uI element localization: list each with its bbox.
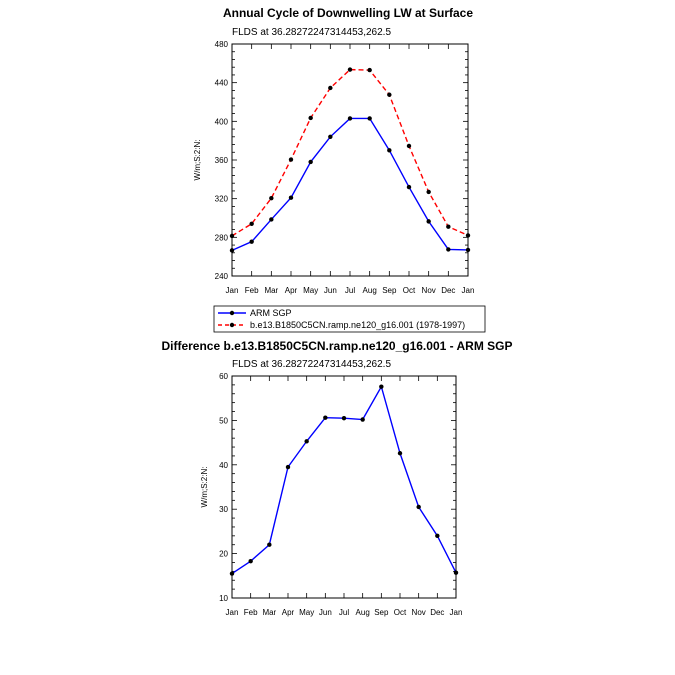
series-1-point (466, 233, 470, 237)
chart-1-subtitle: FLDS at 36.28272247314453,262.5 (232, 27, 392, 38)
y-tick-label: 280 (214, 233, 228, 243)
series-0-point (398, 451, 402, 455)
series-line-0 (232, 387, 456, 574)
series-0-point (249, 239, 253, 243)
series-0-point (446, 247, 450, 251)
x-tick-label: Oct (402, 286, 416, 295)
y-tick-label: 360 (214, 156, 228, 165)
series-1-point (328, 86, 332, 90)
x-tick-label: Oct (393, 608, 407, 617)
y-tick-label: 320 (214, 194, 228, 204)
y-tick-label: 20 (219, 549, 228, 559)
x-tick-label: Jul (338, 608, 350, 617)
series-0-point (289, 196, 293, 200)
chart-1-plot-frame (232, 44, 468, 276)
x-tick-label: Aug (362, 286, 377, 295)
series-0-point (269, 217, 273, 221)
x-tick-label: Jul (344, 286, 356, 295)
x-tick-label: Apr (284, 286, 298, 295)
x-tick-label: Apr (281, 608, 295, 617)
series-0-point (367, 116, 371, 120)
series-0-point (342, 416, 346, 420)
x-tick-label: Jun (323, 286, 337, 295)
series-0-point (248, 559, 252, 563)
y-tick-label: 40 (219, 460, 228, 470)
chart-1-legend (214, 306, 485, 332)
series-1-point (387, 93, 391, 97)
series-1-point (269, 196, 273, 200)
difference-chart (161, 339, 512, 617)
y-tick-label: 240 (214, 272, 228, 281)
series-0-point (323, 416, 327, 420)
chart-1-title: Annual Cycle of Downwelling LW at Surface (222, 6, 474, 20)
series-0-point (466, 248, 470, 252)
chart-2-subtitle: FLDS at 36.28272247314453,262.5 (232, 359, 392, 370)
series-0-point (426, 219, 430, 223)
legend-label-arm-sgp: ARM SGP (250, 308, 292, 318)
series-0-point (230, 248, 234, 252)
x-tick-label: Jan (449, 608, 463, 617)
chart-1-series (230, 67, 470, 252)
series-1-point (407, 144, 411, 148)
series-1-point (348, 67, 352, 71)
x-tick-label: Nov (421, 286, 436, 295)
series-1-point (308, 116, 312, 120)
y-tick-label: 50 (219, 416, 228, 426)
series-line-1 (232, 70, 468, 236)
y-tick-label: 30 (219, 505, 228, 515)
x-tick-label: Mar (264, 286, 279, 295)
x-tick-label: Dec (430, 608, 445, 617)
y-tick-label: 60 (219, 372, 228, 381)
x-tick-label: Mar (262, 608, 277, 617)
y-tick-label: 480 (214, 40, 228, 49)
x-tick-label: Dec (441, 286, 456, 295)
chart-2-y-axis-label: W/m;S:2:N: (200, 466, 209, 508)
x-tick-label: Jan (225, 286, 239, 295)
chart-1-ticks (215, 40, 475, 295)
chart-2-ticks (219, 372, 462, 617)
series-0-point (230, 571, 234, 575)
series-1-point (249, 222, 253, 226)
legend-label-model: b.e13.B1850C5CN.ramp.ne120_g16.001 (1978-1997) (250, 320, 466, 330)
series-0-point (304, 439, 308, 443)
series-0-point (308, 160, 312, 164)
x-tick-label: Aug (355, 608, 370, 617)
x-tick-label: Feb (244, 286, 259, 295)
chart-2-series (230, 384, 458, 575)
series-1-point (230, 234, 234, 238)
series-1-point (426, 190, 430, 194)
y-tick-label: 400 (214, 117, 228, 127)
series-0-point (435, 534, 439, 538)
y-tick-label: 10 (219, 594, 228, 603)
annual-cycle-chart (193, 6, 474, 295)
series-line-0 (232, 118, 468, 250)
series-1-point (367, 68, 371, 72)
x-tick-label: Sep (382, 286, 397, 295)
x-tick-label: May (299, 608, 315, 617)
x-tick-label: Jan (225, 608, 239, 617)
chart-2-title: Difference b.e13.B1850C5CN.ramp.ne120_g16.001 - ARM SGP (161, 339, 513, 353)
x-tick-label: Feb (243, 608, 258, 617)
series-0-point (454, 570, 458, 574)
series-0-point (328, 135, 332, 139)
x-tick-label: Sep (374, 608, 389, 617)
chart-1-y-axis-label: W/m;S:2:N: (193, 139, 202, 181)
chart-2-plot-frame (232, 376, 456, 598)
x-tick-label: Jan (461, 286, 475, 295)
legend-marker-arm-sgp (230, 311, 234, 315)
series-0-point (416, 505, 420, 509)
x-tick-label: Jun (318, 608, 332, 617)
series-0-point (407, 185, 411, 189)
x-tick-label: May (303, 286, 319, 295)
series-0-point (267, 543, 271, 547)
y-tick-label: 440 (214, 78, 228, 88)
series-1-point (289, 157, 293, 161)
legend-marker-model (230, 323, 234, 327)
series-0-point (286, 465, 290, 469)
series-0-point (360, 417, 364, 421)
x-tick-label: Nov (411, 608, 426, 617)
series-0-point (348, 116, 352, 120)
series-1-point (446, 225, 450, 229)
series-0-point (379, 384, 383, 388)
series-0-point (387, 148, 391, 152)
